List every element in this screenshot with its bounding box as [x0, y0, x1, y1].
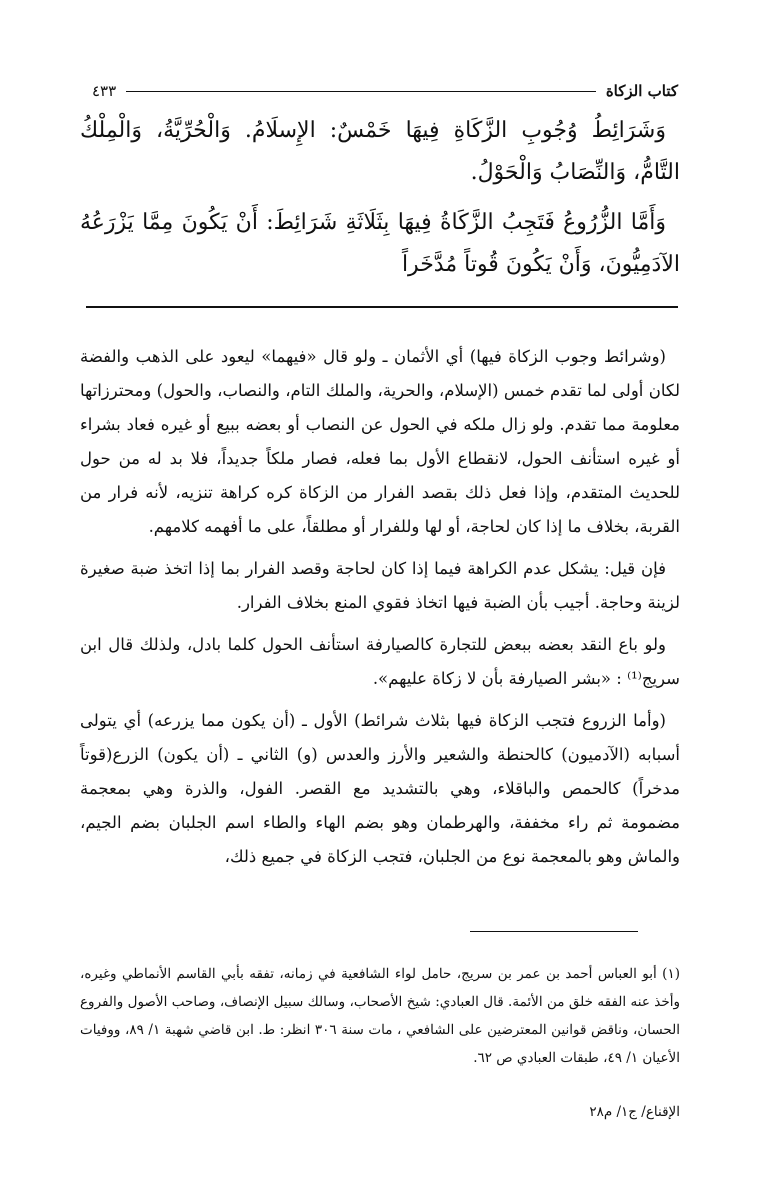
- commentary-paragraph: فإن قيل: يشكل عدم الكراهة فيما إذا كان لحاجة وقصد الفرار بما إذا اتخذ ضبة صغيرة لزينة وحاجة. أجيب بأن الضبة فيها اتخاذ فقوي المنع بخلاف الفرار.: [80, 559, 680, 612]
- footnote: [80, 960, 680, 1072]
- footnote-separator: [470, 931, 638, 932]
- main-text-paragraph: وَشَرَائِطُ وُجُوبِ الزَّكَاةِ فِيهَا خَمْسٌ: الإِسلَامُ. وَالْحُرِّيَّةُ، وَالْمِلْكُ التَّامُّ، وَالنِّصَابُ وَالْحَوْلُ.: [80, 118, 680, 185]
- printer-signature: الإقناع/ ج١/ م٢٨: [589, 1104, 680, 1120]
- commentary: [80, 340, 680, 882]
- commentary-paragraph: (وشرائط وجوب الزكاة فيها) أي الأثمان ـ ولو قال «فيهما» ليعود على الذهب والفضة لكان أولى لما تقدم خمس (الإسلام، والحرية، والملك التام، والنصاب، والحول) ومحترزاتها معلومة مما تقدم. ولو زال ملكه في الحول عن النصاب أو بعضه ببيع أو غيره فعاد بشراء أو غيره استأنف الحول، لانقطاع الأول بما فعله، فصار ملكاً جديداً، فلا بد له من حول للحديث المتقدم، وإذا فعل ذلك بقصد الفرار من الزكاة كره كراهة تنزيه، لأنه فرار من القربة، بخلاف ما إذا كان لحاجة، أو لها وللفرار أو مطلقاً، على ما أفهمه كلامهم.: [80, 347, 680, 536]
- main-text-paragraph: وَأَمَّا الزُّرُوعُ فَتَجِبُ الزَّكَاةُ فِيهَا بِثَلَاثَةِ شَرَائِطَ: أَنْ يَكُونَ مِمَّا يَزْرَعُهُ الآدَمِيُّونَ، وَأَنْ يَكُونَ قُوتاً مُدَّخَراً: [80, 210, 680, 277]
- page-number: ٤٣٣: [92, 82, 117, 100]
- commentary-paragraph: (وأما الزروع فتجب الزكاة فيها بثلاث شرائط) الأول ـ (أن يكون مما يزرعه) أي يتولى أسبابه (الآدميون) كالحنطة والشعير والأرز والعدس (و) الثاني ـ (أن يكون) الزرع(قوتاً مدخراً) كالحمص والباقلاء، وهي بالتشديد مع القصر. الفول، والذرة وهي بمعجمة مضمومة ثم راء مخففة، والهرطمان وهو بضم الهاء والطاء اسم الجلبان بضم الجيم، والماش وهو بالمعجمة نوع من الجلبان، فتجب الزكاة في جميع ذلك،: [80, 711, 680, 866]
- chapter-title: كتاب الزكاة: [605, 82, 678, 100]
- header-rule: [126, 91, 596, 92]
- commentary-paragraph: ولو باع النقد بعضه ببعض للتجارة كالصيارفة استأنف الحول كلما بادل، ولذلك قال ابن سريج⁽¹⁾ : «بشر الصيارفة بأن لا زكاة عليهم».: [80, 635, 680, 688]
- text-separator: [86, 306, 678, 308]
- footnote-text: (١) أبو العباس أحمد بن عمر بن سريج، حامل لواء الشافعية في زمانه، تفقه بأبي القاسم الأنماطي وغيره، وأخذ عنه الفقه خلق من الأئمة. قال العبادي: شيخ الأصحاب، وسالك سبيل الإنصاف، وصاحب الأصول والفروع الحسان، وناقض قوانين المعترضين على الشافعي ، مات سنة ٣٠٦ انظر: ط. ابن قاضي شهبة ١/ ٨٩، ووفيات الأعيان ١/ ٤٩، طبقات العبادي ص ٦٢.: [80, 966, 680, 1066]
- main-text: [80, 110, 680, 294]
- running-header: [92, 76, 678, 106]
